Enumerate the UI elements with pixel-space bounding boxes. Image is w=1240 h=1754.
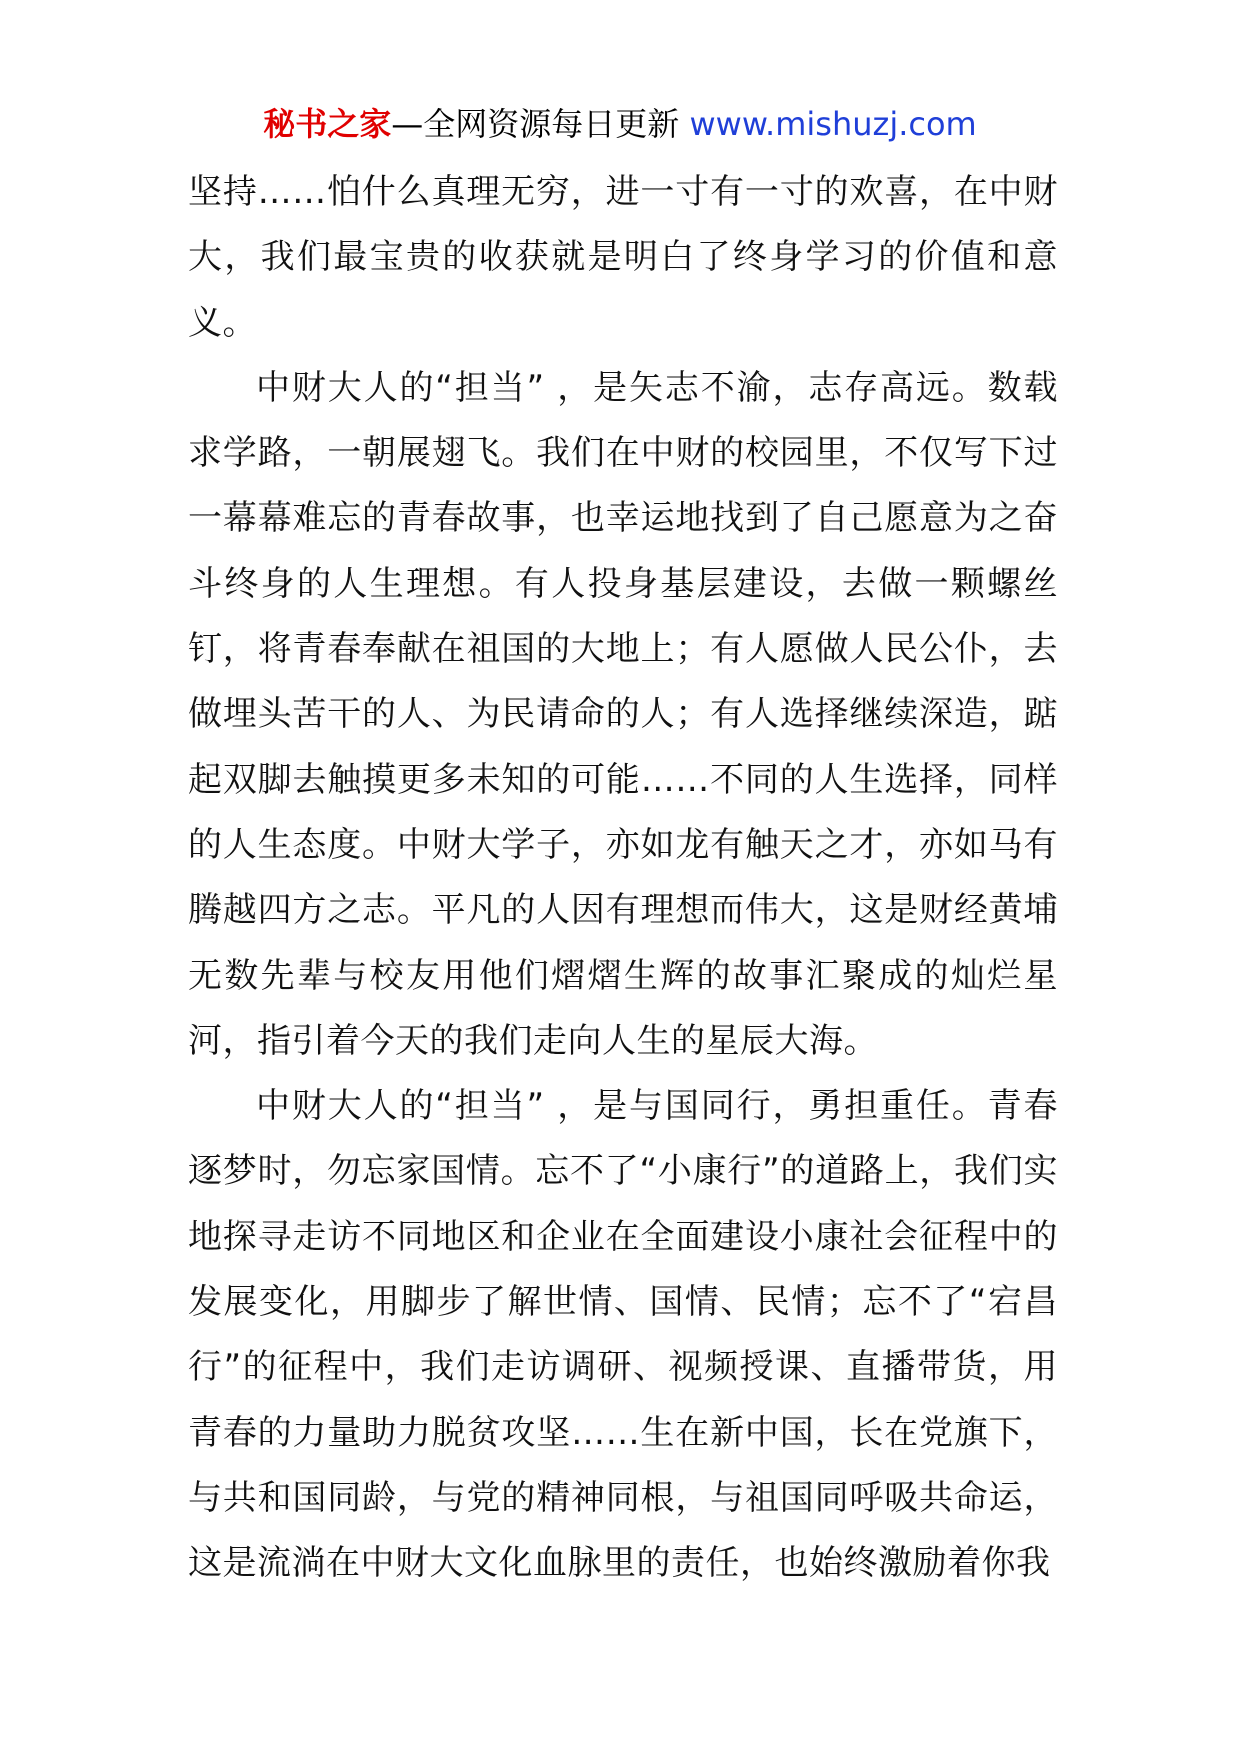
header-brand: 秘书之家 — [263, 105, 392, 143]
header-tagline: —全网资源每日更新 — [391, 105, 690, 143]
paragraph-3: 中财大人的“担当” ，是与国同行，勇担重任。青春逐梦时，勿忘家国情。忘不了“小康行”的道路上，我们实地探寻走访不同地区和企业在全面建设小康社会征程中的发展变化，用脚步了解世情、国情、民情；忘不了“宕昌行”的征程中，我们走访调研、视频授课、直播带货，用青春的力量助力脱贫攻坚……生在新中国，长在党旗下，与共和国同龄，与党的精神同根，与祖国同呼吸共命运，这是流淌在中财大文化血脉里的责任，也始终激励着你我 — [188, 1086, 1058, 1584]
paragraph-2: 中财大人的“担当” ，是矢志不渝，志存高远。数载求学路，一朝展翅飞。我们在中财的校园里，不仅写下过一幕幕难忘的青春故事，也幸运地找到了自己愿意为之奋斗终身的人生理想。有人投身基层建设，去做一颗螺丝钉，将青春奉献在祖国的大地上；有人愿做人民公仆，去做埋头苦干的人、为民请命的人；有人选择继续深造，踮起双脚去触摸更多未知的可能……不同的人生选择，同样的人生态度。中财大学子，亦如龙有触天之才，亦如马有腾越四方之志。平凡的人因有理想而伟大，这是财经黄埔无数先辈与校友用他们熠熠生辉的故事汇聚成的灿烂星河，指引着今天的我们走向人生的星辰大海。 — [188, 367, 1058, 1061]
page-header — [0, 100, 1240, 148]
document-body — [188, 160, 1058, 1597]
header-url-link[interactable]: www.mishuzj.com — [689, 105, 977, 143]
paragraph-1: 坚持……怕什么真理无穷，进一寸有一寸的欢喜，在中财大，我们最宝贵的收获就是明白了终身学习的价值和意义。 — [188, 172, 1058, 343]
